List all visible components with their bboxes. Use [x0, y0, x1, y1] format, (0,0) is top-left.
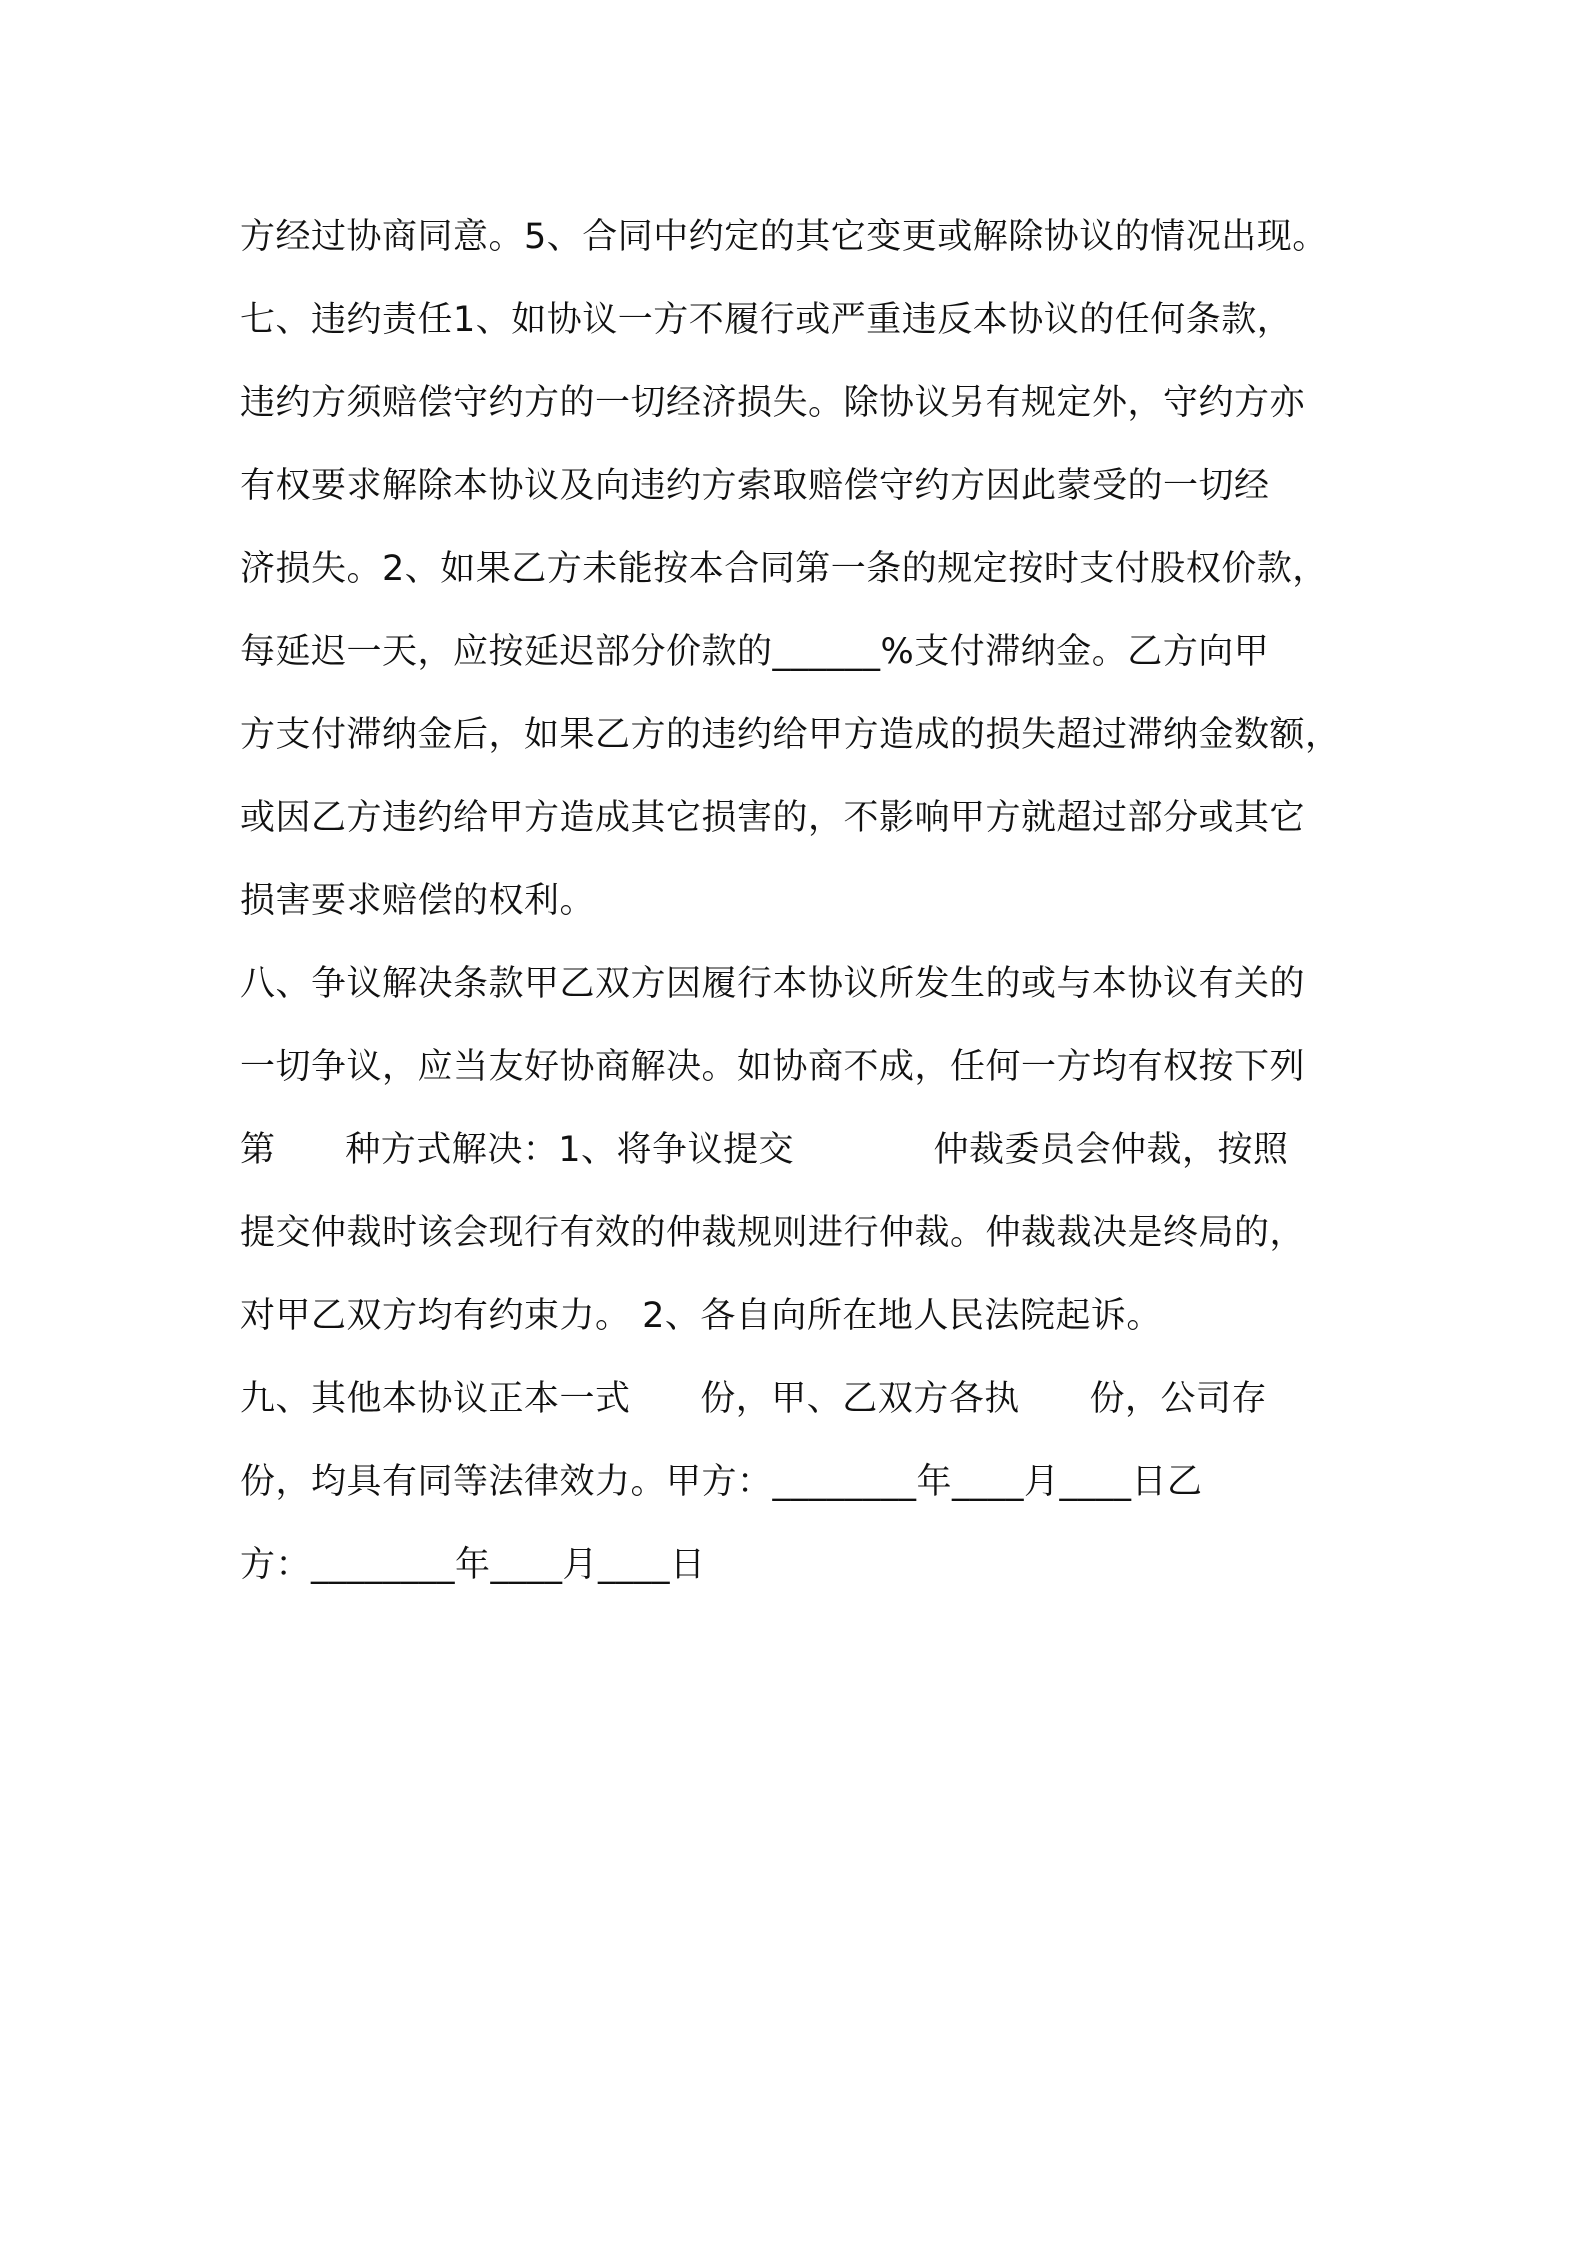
- text-line: 份，均具有同等法律效力。甲方：________年____月____日乙: [240, 1462, 1203, 1502]
- text-line: 方：________年____月____日: [240, 1545, 706, 1585]
- text-line: 济损失。2、如果乙方未能按本合同第一条的规定按时支付股权价款，: [240, 549, 1328, 589]
- text-line: 提交仲裁时该会现行有效的仲裁规则进行仲裁。仲裁裁决是终局的，: [240, 1213, 1306, 1253]
- text-line: 一切争议，应当友好协商解决。如协商不成，任何一方均有权按下列: [240, 1047, 1306, 1087]
- text-line: 方支付滞纳金后，如果乙方的违约给甲方造成的损失超过滞纳金数额，: [240, 715, 1341, 755]
- text-line: 有权要求解除本协议及向违约方索取赔偿守约方因此蒙受的一切经: [240, 466, 1270, 506]
- text-line: 第 种方式解决：1、将争议提交 仲裁委员会仲裁，按照: [240, 1130, 1289, 1170]
- text-line: 九、其他本协议正本一式 份，甲、乙双方各执 份，公司存: [240, 1379, 1268, 1419]
- text-line: 违约方须赔偿守约方的一切经济损失。除协议另有规定外，守约方亦: [240, 383, 1306, 423]
- text-line: 七、违约责任1、如协议一方不履行或严重违反本协议的任何条款，: [240, 300, 1293, 340]
- text-line: 方经过协商同意。5、合同中约定的其它变更或解除协议的情况出现。: [240, 217, 1328, 257]
- document-body: [240, 196, 1360, 1607]
- text-line: 对甲乙双方均有约束力。 2、各自向所在地人民法院起诉。: [240, 1296, 1162, 1336]
- text-line: 或因乙方违约给甲方造成其它损害的，不影响甲方就超过部分或其它: [240, 798, 1306, 838]
- text-line: 八、争议解决条款甲乙双方因履行本协议所发生的或与本协议有关的: [240, 964, 1306, 1004]
- text-line: 每延迟一天，应按延迟部分价款的______%支付滞纳金。乙方向甲: [240, 632, 1270, 672]
- text-line: 损害要求赔偿的权利。: [240, 881, 596, 921]
